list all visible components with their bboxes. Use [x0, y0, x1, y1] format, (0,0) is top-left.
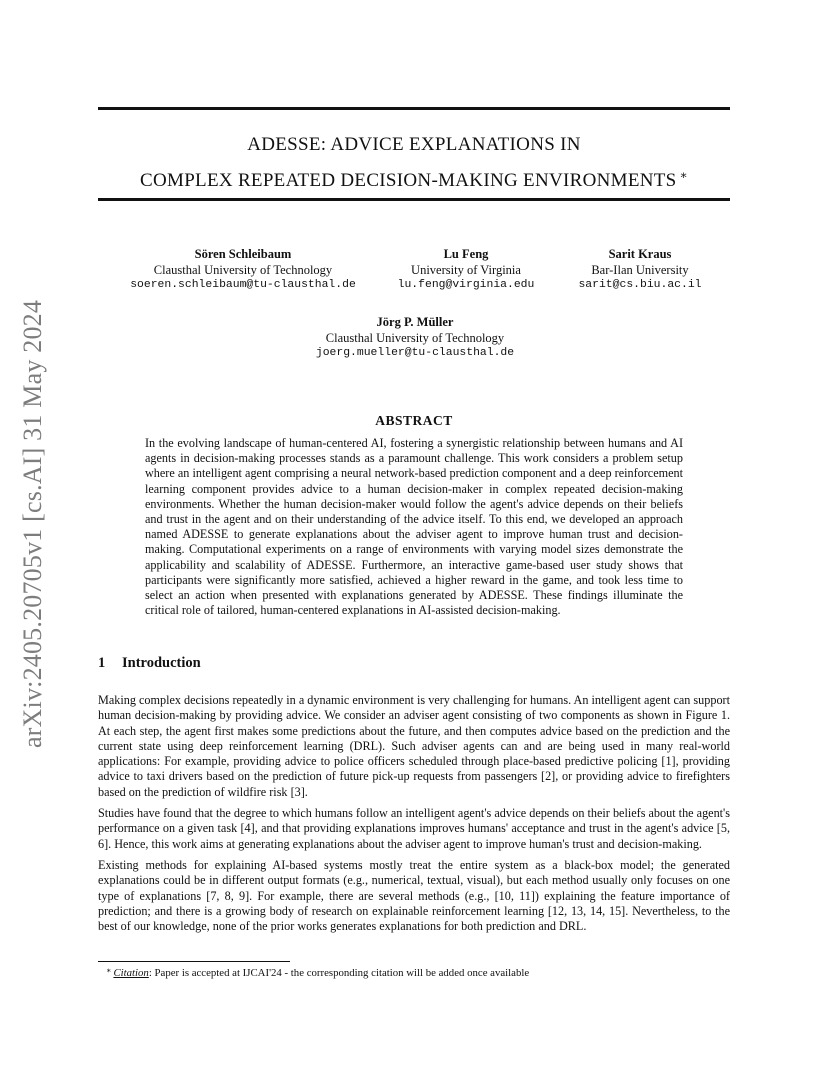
- title-line-2: [98, 160, 730, 196]
- body-paragraph: Studies have found that the degree to which humans follow an intelligent agent's advice depends on their beliefs about the agent's performance on a given task [4], and that providing explanations improves humans' acceptance and trust in the agent's advice [5, 6]. Hence, this work aims at generating explanations about the adviser agent to improve human's trust and decision-making.: [98, 806, 730, 851]
- body-paragraph: Existing methods for explaining AI-based systems mostly treat the entire system as a black-box model; the generated explanations could be in different output formats (e.g., numerical, textual, visual), but each method usually only focuses on one type of explanations [7, 8, 9]. For example, there are several methods (e.g., [10, 11]) explaining the feature importance of prediction; and there is a growing body of research on explainable reinforcement learning [12, 13, 14, 15]. Nevertheless, to the best of our knowledge, none of the prior works generates explanations for both prediction and DRL.: [98, 857, 730, 934]
- title-top-rule: [98, 107, 730, 110]
- author-affiliation: Clausthal University of Technology: [325, 330, 505, 345]
- author-block: [562, 247, 718, 294]
- author-name: Sören Schleibaum: [194, 247, 292, 261]
- author-email: sarit@cs.biu.ac.il: [578, 279, 702, 291]
- author-email: lu.feng@virginia.edu: [397, 279, 535, 291]
- author-affiliation: Bar-Ilan University: [591, 262, 689, 277]
- footnote-citation-link[interactable]: Citation: [113, 967, 149, 979]
- body-paragraph: Making complex decisions repeatedly in a dynamic environment is very challenging for humans. An intelligent agent can support human decision-making by providing advice. We consider an adviser agent consisting of two components as shown in Figure 1. At each step, the agent first makes some predictions about the future, and then computes advice based on the prediction and the current state using deep reinforcement learning (DRL). Such adviser agents can and are being used in many real-world applications: For example, providing advice to police officers scheduled through place-based predictive policing [1], providing advice to taxi drivers based on the prediction of future pick-up requests from passengers [2], or providing advice to firefighters based on the prediction of wildfire risk [3].: [98, 693, 730, 799]
- author-email: soeren.schleibaum@tu-clausthal.de: [130, 279, 356, 291]
- arxiv-identifier: arXiv:2405.20705v1 [cs.AI] 31 May 2024: [18, 299, 47, 749]
- author-name: Jörg P. Müller: [376, 315, 454, 329]
- author-name: Lu Feng: [443, 247, 489, 261]
- author-block: [108, 247, 378, 294]
- section-heading: [98, 655, 201, 672]
- footnote-rule: [98, 961, 290, 962]
- arxiv-sidebar-stamp: [16, 288, 50, 760]
- author-affiliation: University of Virginia: [411, 262, 521, 277]
- author-block: [380, 247, 552, 294]
- section-number: 1: [98, 655, 106, 671]
- footnote: [98, 964, 730, 980]
- section-title: Introduction: [122, 655, 201, 671]
- author-block: [290, 315, 540, 362]
- title-line-1: ADESSE: ADVICE EXPLANATIONS IN: [247, 134, 581, 155]
- author-email: joerg.mueller@tu-clausthal.de: [315, 347, 515, 359]
- paper-title: [98, 130, 730, 196]
- footnote-marker: ∗: [106, 966, 112, 975]
- author-name: Sarit Kraus: [608, 247, 672, 261]
- abstract-text: In the evolving landscape of human-centered AI, fostering a synergistic relationship between humans and AI agents in decision-making processes stands as a paramount challenge. This work considers a problem setup where an intelligent agent comprising a neural network-based prediction component and a deep reinforcement learning component provides advice to a human decision-maker in complex repeated decision-making environments. Whether the human decision-maker would follow the agent's advice depends on their beliefs and trust in the agent and on their understanding of the advice itself. To this end, we developed an approach named ADESSE to generate explanations about the adviser agent to improve human trust and decision-making. Computational experiments on a range of environments with varying model sizes demonstrate the applicability and scalability of ADESSE. Furthermore, an interactive game-based user study shows that participants were significantly more satisfied, achieved a higher reward in the game, and took less time to select an action when presented with explanations generated by ADESSE. These findings illuminate the critical role of tailored, human-centered explanations in AI-assisted decision-making.: [145, 436, 683, 618]
- title-line-2-text: COMPLEX REPEATED DECISION-MAKING ENVIRONMENTS: [140, 170, 677, 191]
- section-body: [98, 693, 730, 940]
- title-bottom-rule: [98, 198, 730, 201]
- footnote-text: : Paper is accepted at IJCAI'24 - the corresponding citation will be added once available: [148, 967, 530, 979]
- author-affiliation: Clausthal University of Technology: [153, 262, 333, 277]
- abstract-heading: ABSTRACT: [375, 413, 453, 428]
- title-footnote-marker: ∗: [679, 168, 688, 182]
